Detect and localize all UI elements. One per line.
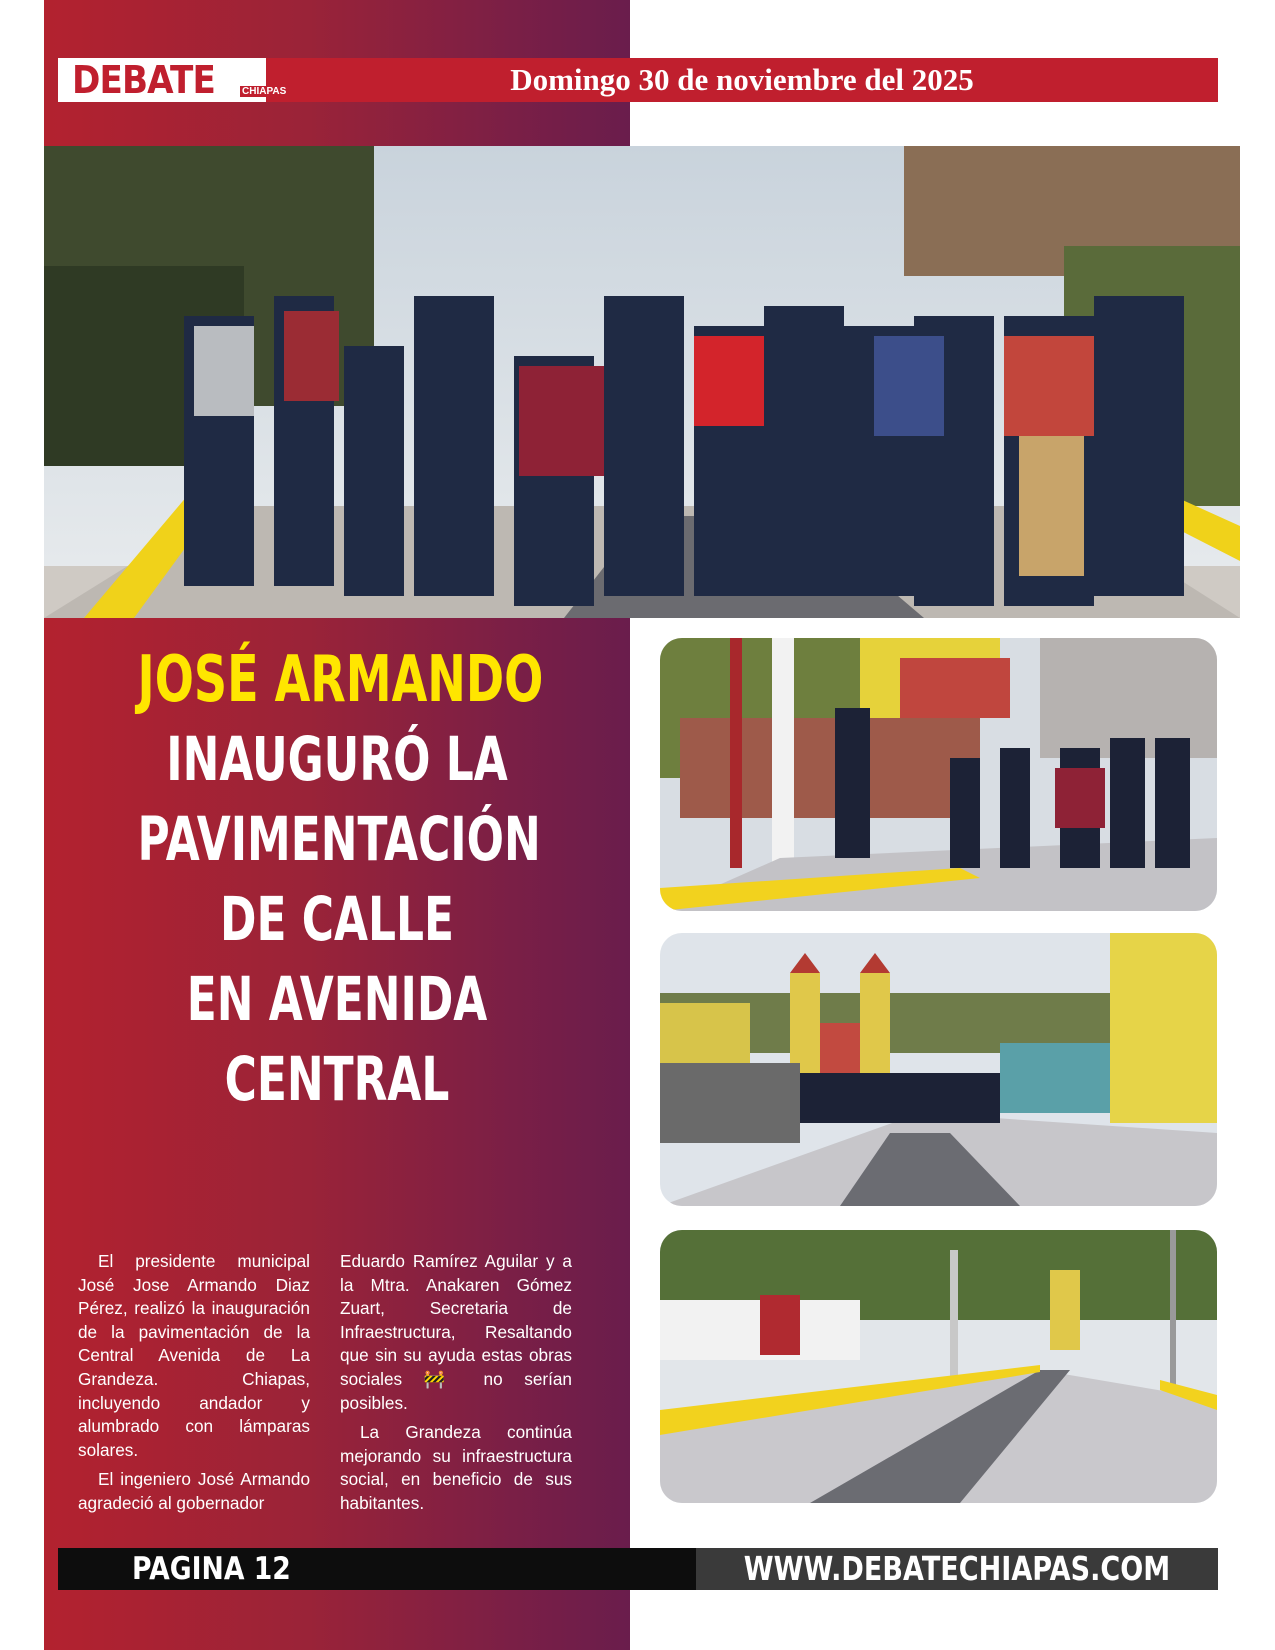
article-column-2: [340, 1250, 572, 1522]
logo[interactable]: [58, 58, 287, 102]
headline: [60, 640, 614, 1120]
construction-icon: 🚧: [423, 1368, 462, 1389]
article-paragraph: El presidente municipal José Jose Armando Diaz Pérez, realizó la inauguración de la pavimentación de la Central Avenida de La Grandeza. Chiapas, incluyendo andador y alumbrado con lámparas solares.: [78, 1251, 310, 1460]
headline-line-1: JOSÉ ARMANDO: [137, 643, 544, 717]
article-text: no serían posibles.: [340, 1368, 572, 1413]
headline-line-3: PAVIMENTACIÓN: [137, 804, 541, 875]
page-number-bar: [58, 1548, 696, 1590]
main-group-photo: [44, 146, 1240, 618]
church-street-photo: [660, 933, 1217, 1206]
article-column-1: [78, 1250, 310, 1522]
street-walk-photo: [660, 638, 1217, 911]
page-number: PAGINA 12: [132, 1551, 291, 1587]
headline-line-6: CENTRAL: [224, 1044, 450, 1115]
logo-subtitle: CHIAPAS: [242, 86, 287, 97]
article-paragraph: La Grandeza continúa mejorando su infraestructura social, en beneficio de sus habitantes.: [340, 1422, 572, 1513]
article-paragraph: El ingeniero José Armando agradeció al gobernador: [78, 1469, 310, 1513]
headline-line-4: DE CALLE: [220, 884, 454, 955]
headline-line-2: INAUGURÓ LA: [166, 724, 508, 795]
logo-wordmark: DEBATE: [72, 58, 215, 102]
article-text: Eduardo Ramírez Aguilar y a la Mtra. Anakaren Gómez Zuart, Secretaria de Infraestructura, Resaltando que sin su ayuda estas obras sociales: [340, 1251, 572, 1389]
headline-line-5: EN AVENIDA: [186, 964, 488, 1035]
website-link[interactable]: WWW.DEBATECHIAPAS.COM: [743, 1549, 1171, 1588]
website-bar[interactable]: [696, 1548, 1218, 1590]
article-paragraph-continued: [340, 1250, 572, 1415]
issue-date: Domingo 30 de noviembre del 2025: [510, 62, 974, 97]
paved-avenue-photo: [660, 1230, 1217, 1503]
